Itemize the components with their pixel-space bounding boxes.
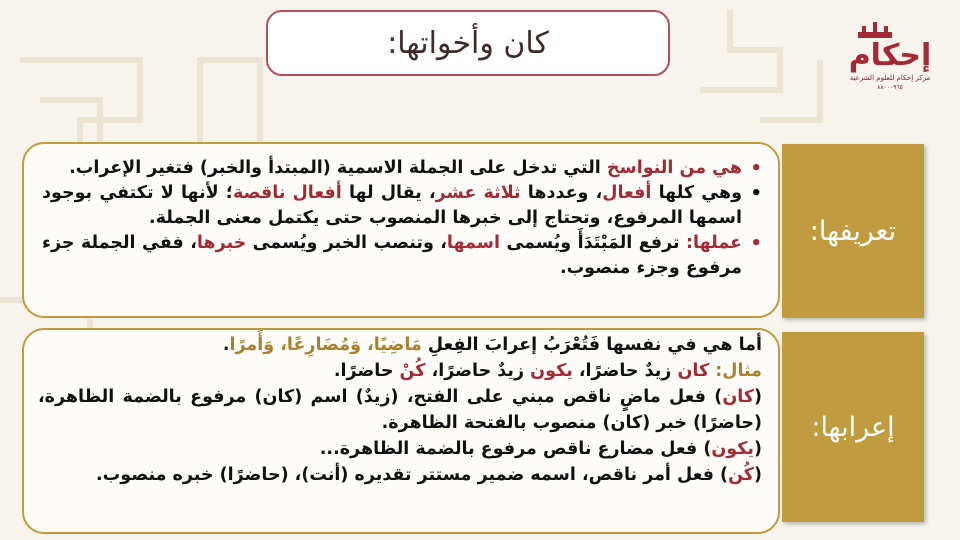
line-4-highlight: يكون [711, 439, 754, 459]
definition-bullet-3 [42, 231, 762, 281]
line-2-text-4: حاضرًا. [333, 361, 400, 381]
line-2-text-2: زيدٌ حاضرًا، [572, 361, 678, 381]
parsing-label [782, 332, 924, 522]
logo-subtitle: مركز إحكام للعلوم الشرعية [849, 74, 931, 82]
definition-bullet-2 [42, 181, 762, 231]
parsing-box [22, 328, 780, 534]
bullet-3-text-3: ، ففي الجملة جزء مرفوع وجزء منصوب. [42, 233, 742, 278]
line-1-text-1: أما هي في نفسها فَتُعْرَبُ إعرابَ الفِعلِ [421, 335, 762, 355]
definition-list [42, 156, 762, 281]
line-4-text: ) فعل مضارع ناقص مرفوع بالضمة الظاهرة... [319, 439, 712, 459]
bullet-2-text-1: وهي كلها [651, 183, 742, 203]
bullet-2-highlight-3: أفعال ناقصة [232, 183, 342, 203]
bullet-3-highlight-2: خبرها [196, 233, 247, 253]
bullet-2-highlight-1: أفعال [602, 183, 652, 203]
line-2-highlight-1: كان [677, 361, 710, 381]
title-box [266, 10, 670, 76]
definition-label [782, 144, 924, 318]
parsing-line-2 [38, 358, 762, 384]
line-5-open: ( [754, 465, 762, 485]
line-3-highlight: كان [722, 387, 754, 407]
logo-code: ٨٨٠٠٠٩٦٥ [877, 84, 903, 91]
bullet-3-highlight-1: اسمها [446, 233, 500, 253]
bullet-2-highlight-2: ثلاثة عشر [435, 183, 521, 203]
parsing-line-4 [38, 436, 762, 462]
bullet-3-text-2: ، وتنصب الخبر ويُسمى [246, 233, 447, 253]
bullet-2-text-3: ، يقال لها [341, 183, 436, 203]
bullet-2-text-2: ، وعددها [520, 183, 603, 203]
line-3-open: ( [754, 387, 762, 407]
parsing-line-1 [38, 332, 762, 358]
bullet-2-text-4: ؛ لأنها لا تكتفي بوجود اسمها المرفوع، وتحتاج إلى خبرها المنصوب حتى يكتمل معنى الجملة. [42, 183, 742, 228]
parsing-line-5 [38, 462, 762, 488]
line-5-highlight: كُن [728, 465, 754, 485]
definition-box [22, 142, 780, 318]
bullet-1-lead: هي من النواسخ [606, 158, 742, 178]
line-1-text-2: . [222, 335, 230, 355]
page-title: كان وأخواتها: [387, 25, 549, 61]
bullet-3-lead: عملها: [686, 233, 742, 253]
line-1-highlight: مَاضِيًا، وَمُضَارِعًا، وَأَمرًا [229, 335, 422, 355]
line-2-text-3: زيدٌ حاضرًا، [425, 361, 531, 381]
logo-name: إحكام [848, 38, 932, 73]
line-3-text: ) فعل ماضٍ ناقص مبني على الفتح، (زيدٌ) اسم (كان) مرفوع بالضمة الظاهرة، (حاضرًا) خبر (كان) منصوب بالفتحة الظاهرة. [38, 387, 762, 433]
bullet-3-text-1: ترفع المَبْتَدَأَ ويُسمى [500, 233, 687, 253]
parsing-label-text: إعرابها: [811, 411, 895, 443]
line-2-highlight-2: يكون [530, 361, 573, 381]
definition-bullet-1 [42, 156, 762, 181]
line-2-lead: مثال: [715, 361, 762, 381]
bullet-1-text: التي تدخل على الجملة الاسمية (المبتدأ والخبر) فتغير الإعراب. [69, 158, 607, 178]
line-5-text: ) فعل أمر ناقص، اسمه ضمير مستتر تقديره (أنت)، (حاضرًا) خبره منصوب. [96, 465, 729, 485]
parsing-line-3 [38, 384, 762, 436]
logo [848, 22, 932, 100]
line-4-open: ( [754, 439, 762, 459]
line-2-highlight-3: كُنْ [399, 361, 426, 381]
definition-label-text: تعريفها: [809, 215, 897, 247]
